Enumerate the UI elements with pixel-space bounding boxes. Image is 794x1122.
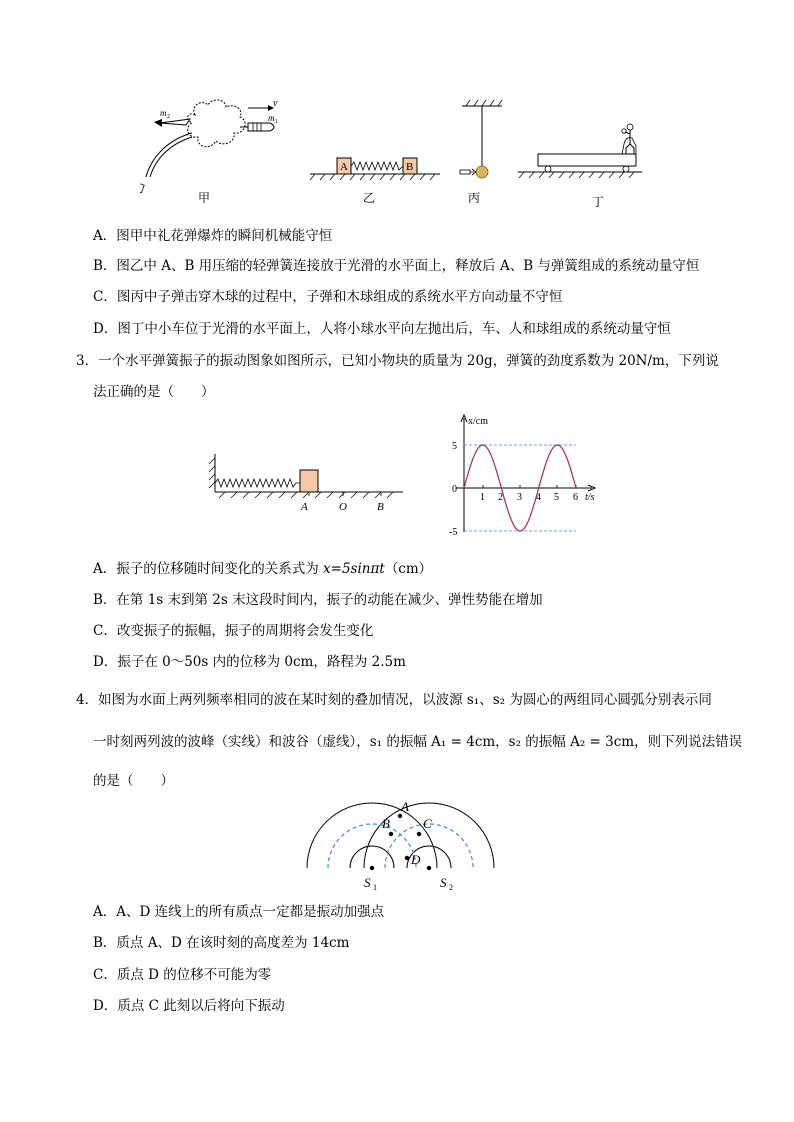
q4-stem-line2: 一时刻两列波的波峰（实线）和波谷（虚线），s₁ 的振幅 A₁ = 4cm，s₂ 的振幅 A₂ = 3cm，则下列说法错误 — [93, 734, 743, 750]
m2-label: m — [160, 108, 167, 118]
displacement-time-graph — [440, 412, 615, 542]
svg-text:D: D — [411, 852, 421, 867]
svg-text:3: 3 — [517, 492, 522, 503]
figure-jia — [140, 95, 300, 205]
svg-text:B: B — [382, 816, 390, 831]
spring-oscillator-figure — [205, 450, 410, 520]
m1-label: m — [268, 113, 275, 123]
svg-text:2: 2 — [498, 492, 503, 503]
q2-option-b: B．图乙中 A、B 用压缩的轻弹簧连接放于光滑的水平面上，释放后 A、B 与弹簧组成的系统动量守恒 — [93, 258, 700, 274]
svg-text:S: S — [364, 875, 371, 890]
svg-text:A: A — [340, 161, 348, 173]
svg-text:C: C — [423, 816, 432, 831]
svg-text:A: A — [401, 799, 409, 814]
svg-text:1: 1 — [275, 119, 278, 125]
svg-text:B: B — [377, 501, 384, 513]
svg-text:0: 0 — [452, 484, 457, 495]
svg-text:O: O — [339, 501, 347, 513]
q3-stem-line1: 3．一个水平弹簧振子的振动图象如图所示，已知小物块的质量为 20g，弹簧的劲度系数为 20N/m，下列说 — [76, 353, 719, 369]
q2-option-a: A．图甲中礼花弹爆炸的瞬间机械能守恒 — [93, 228, 333, 244]
svg-text:6: 6 — [573, 492, 578, 503]
q4-stem-line1: 4．如图为水面上两列频率相同的波在某时刻的叠加情况，以波源 s₁、s₂ 为圆心的两组同心圆弧分别表示同 — [76, 692, 712, 708]
q3-option-c: C．改变振子的振幅，振子的周期将会发生变化 — [93, 623, 374, 639]
q3-option-d: D．振子在 0～50s 内的位移为 0cm，路程为 2.5m — [93, 654, 406, 670]
wave-interference-figure — [300, 792, 505, 894]
q4-stem-line3: 的是（ ） — [93, 773, 174, 789]
graph-x-axis-label: t/s — [585, 492, 595, 503]
svg-text:-5: -5 — [449, 527, 458, 538]
figure-label-bing: 丙 — [468, 191, 481, 205]
q4-option-c: C．质点 D 的位移不可能为零 — [93, 967, 272, 983]
graph-y-axis-label: x/cm — [468, 416, 488, 427]
figure-bing — [450, 98, 510, 210]
q3-stem-line2: 法正确的是（ ） — [93, 384, 215, 400]
svg-text:4: 4 — [536, 492, 541, 503]
figure-label-jia: 甲 — [198, 191, 211, 205]
q4-option-a: A．A、D 连线上的所有质点一定都是振动加强点 — [93, 904, 385, 920]
svg-text:2: 2 — [167, 114, 170, 120]
svg-text:2: 2 — [449, 883, 453, 892]
svg-text:1: 1 — [373, 883, 377, 892]
figure-label-yi: 乙 — [363, 191, 376, 205]
q3-option-b: B．在第 1s 末到第 2s 末这段时间内，振子的动能在减少、弹性势能在增加 — [93, 592, 543, 608]
q4-option-b: B．质点 A、D 在该时刻的高度差为 14cm — [93, 935, 350, 951]
svg-text:S: S — [440, 875, 447, 890]
q2-option-c: C．图丙中子弹击穿木球的过程中，子弹和木球组成的系统水平方向动量不守恒 — [93, 289, 563, 305]
q2-option-d: D．图丁中小车位于光滑的水平面上，人将小球水平向左抛出后，车、人和球组成的系统动量守恒 — [93, 321, 671, 337]
svg-text:5: 5 — [554, 492, 559, 503]
velocity-label: v — [273, 98, 278, 109]
svg-text:5: 5 — [452, 441, 457, 452]
q4-option-d: D．质点 C 此刻以后将向下振动 — [93, 998, 285, 1014]
svg-text:B: B — [406, 161, 414, 173]
figure-ding — [518, 118, 648, 212]
svg-text:A: A — [301, 501, 308, 513]
q3-option-a: A．振子的位移随时间变化的关系式为 x=5sinπt（cm） — [93, 561, 433, 577]
figure-label-ding: 丁 — [592, 195, 605, 209]
figure-yi — [305, 150, 440, 210]
svg-text:1: 1 — [480, 492, 485, 503]
